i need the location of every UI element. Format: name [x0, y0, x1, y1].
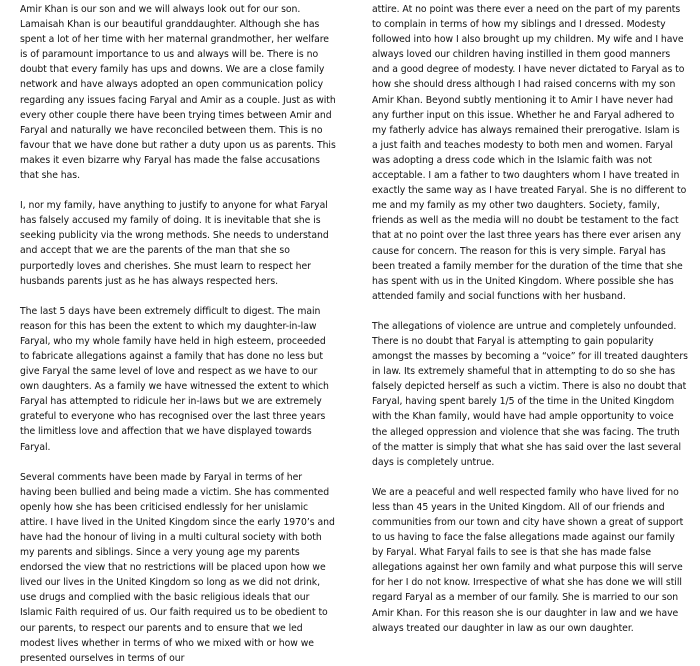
paragraph-left-1: Amir Khan is our son and we will always look out for our son. Lamaisah Khan is our beautiful granddaughter. Although she has spent a lot of her time with her maternal grandmother, her welfare is of paramount importance to us and always will be. There is no doubt that every family has ups and downs. We are a close family network and have always adopted an open communication policy regarding any issues facing Faryal and Amir as a couple. Just as with every other couple there have been trying times between Amir and Faryal and naturally we have reconciled between them. This is no favour that we have done but rather a duty upon us as parents. This makes it even bizarre why Faryal has made the false accusations that she has. — [20, 4, 336, 182]
paragraph-left-4: Several comments have been made by Faryal in terms of her having been bullied and being made a victim. She has commented openly how she has been criticised endlessly for her unislamic attire. I have lived in the United Kingdom since the early 1970’s and have had the honour of living in a multi cultural society with both my parents and siblings. Since a very young age my parents endorsed the view that no restrictions will be placed upon how we lived our lives in the United Kingdom so long as we did not drink, use drugs and complied with the basic religious ideals that our Islamic Faith required of us. Our faith required us to be obedient to our parents, to respect our parents and to ensure that we led modest lives whether in terms of who we mixed with or how we presented ourselves in terms of our — [20, 471, 335, 664]
paragraph-left-2: I, nor my family, have anything to justify to anyone for what Faryal has falsely accused my family of doing. It is inevitable that she is seeking publicity via the wrong methods. She needs to understand and accept that we are the parents of the man that she so purportedly loves and cherishes. She must learn to respect her husbands parents just as he has always respected hers. — [20, 200, 329, 287]
paragraph-left-3: The last 5 days have been extremely difficult to digest. The main reason for this has been the extent to which my daughter-in-law Faryal, who my whole family have held in high esteem, proceeded to fabricate allegations against a family that has done no less but give Faryal the same level of love and respect as we have to our own daughters. As a family we have witnessed the extent to which Faryal has attempted to ridicule her in-laws but we are extremely grateful to everyone who has recognised over the last three years the limitless love and affection that we have displayed towards Faryal. — [20, 305, 329, 453]
paragraph-right-1: attire. At no point was there ever a need on the part of my parents to complain in terms of how my siblings and I dressed. Modesty followed into how I also brought up my children. My wife and I have always loved our children having instilled in them good manners and a good degree of modesty. I have never dictated to Faryal as to how she should dress although I had raised concerns with my son Amir Khan. Beyond subtly mentioning it to Amir I have never had any further input on this issue. Whether he and Faryal adhered to my fatherly advice has always remained their prerogative. Islam is a just faith and teaches modesty to both men and women. Faryal was adopting a dress code which in the Islamic faith was not acceptable. I am a father to two daughters whom I have treated in exactly the same way as I have treated Faryal. She is no different to me and my family as my other two daughters. Society, family, friends as well as the media will no doubt be testament to the fact that at no point over the last three years has there ever arisen any cause for concern. The reason for this is very simple. Faryal has been treated a family member for the duration of the time that she has spent with us in the United Kingdom. Where possible she has attended family and social functions with her husband. — [372, 4, 687, 302]
right-column — [372, 2, 688, 634]
paragraph-right-2: The allegations of violence are untrue and completely unfounded. There is no doubt that Faryal is attempting to gain popularity amongst the masses by becoming a “voice” for ill treated daughters in law. Its extremely shameful that in attempting to do so she has falsely depicted herself as such a victim. There is also no doubt that Faryal, having spent barely 1/5 of the time in the United Kingdom with the Khan family, would have had ample opportunity to voice the alleged oppression and violence that she was facing. The truth of the matter is simply that what she has said over the last several days is completely untrue. — [372, 320, 688, 468]
paragraph-right-3: We are a peaceful and well respected family who have lived for no less than 45 years in the United Kingdom. All of our friends and communities from our town and city have shown a great of support to us having to face the false allegations made against our family by Faryal. What Faryal fails to see is that she has made false allegations against her own family and what purpose this will serve for her I do not know. Irrespective of what she has done we will still regard Faryal as a member of our family. She is married to our son Amir Khan. For this reason she is our daughter in law and we have always treated our daughter in law as our own daughter. — [372, 486, 684, 634]
left-column — [20, 2, 336, 664]
